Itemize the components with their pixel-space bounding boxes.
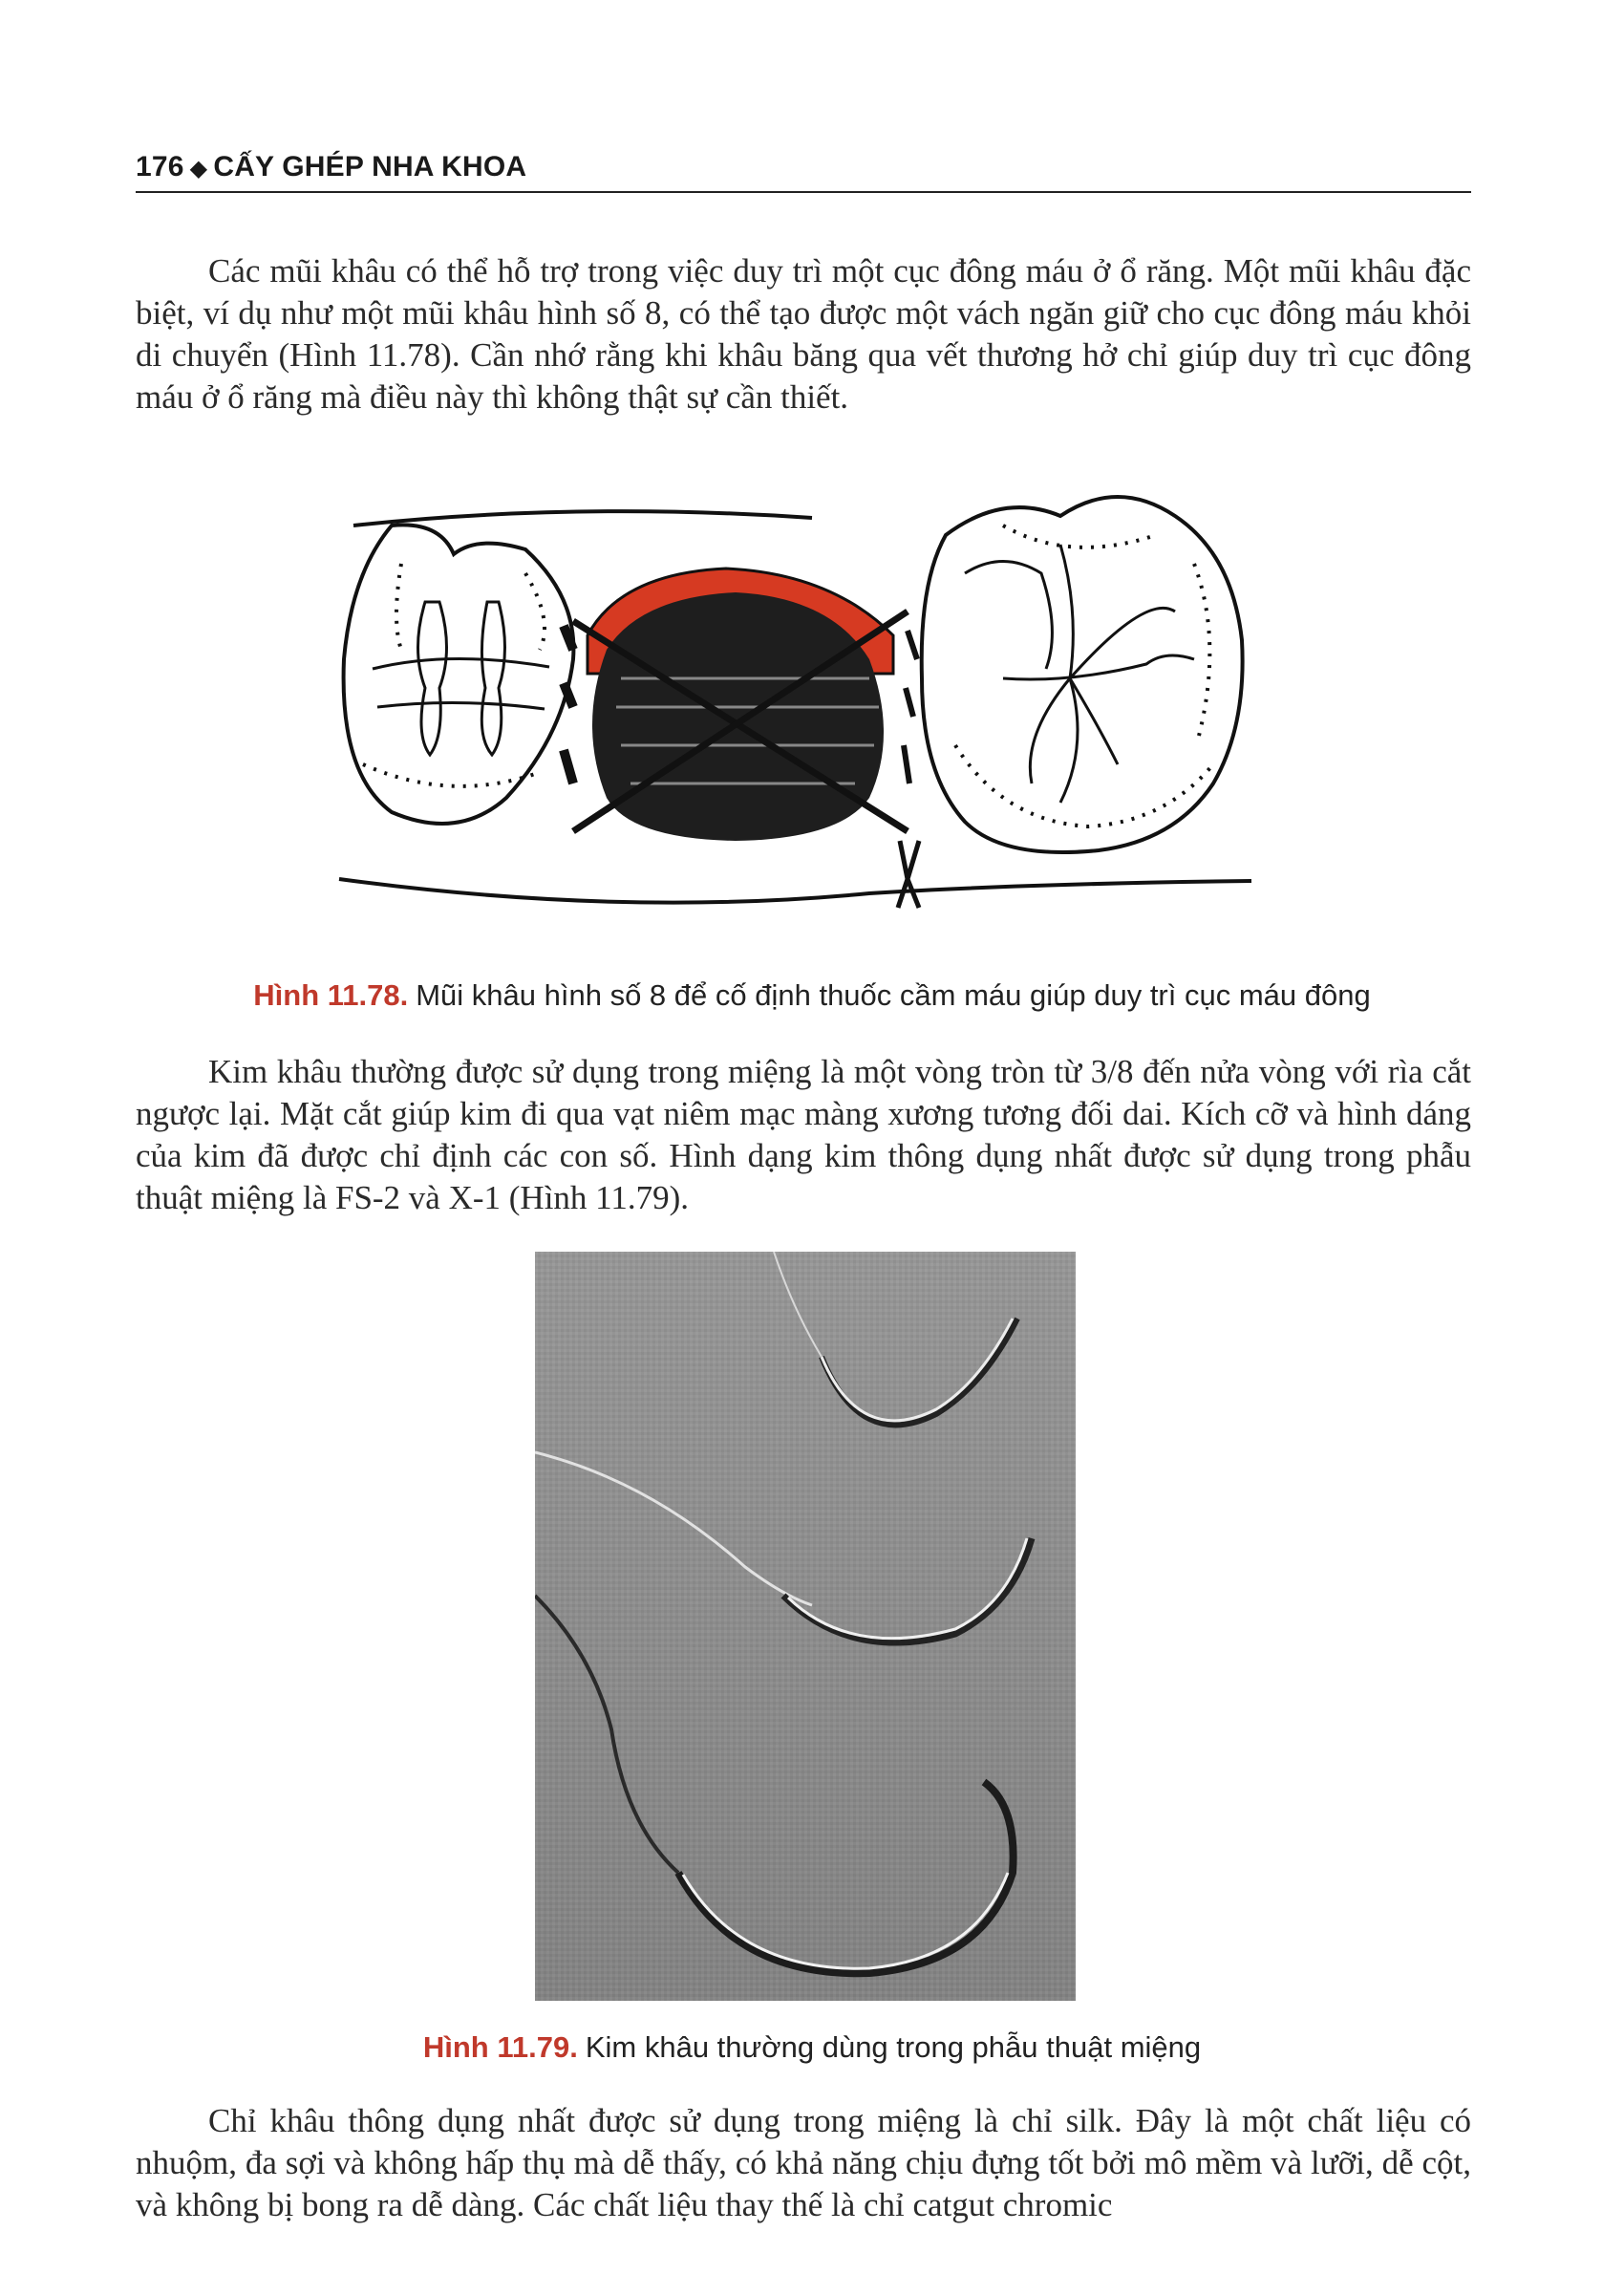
figure-11-79-photo: [535, 1252, 1076, 2001]
paragraph-3: Chỉ khâu thông dụng nhất được sử dụng trong miệng là chỉ silk. Đây là một chất liệu có nhuộm, đa sợi và không hấp thụ mà dễ thấy, có khả năng chịu đựng tốt bởi mô mềm và lưỡi, dễ cột, và không bị bong ra dễ dàng. Các chất liệu thay thế là chỉ catgut chromic: [136, 2102, 1471, 2223]
right-molar: [922, 497, 1243, 852]
socket-hemostatic-plug: [564, 569, 919, 908]
page-number: 176: [136, 151, 184, 182]
figure-11-78-text: Mũi khâu hình số 8 để cố định thuốc cầm máu giúp duy trì cục máu đông: [416, 978, 1371, 1012]
figure-11-79-caption: [0, 2030, 1624, 2065]
figure-11-79-text: Kim khâu thường dùng trong phẫu thuật miệng: [585, 2030, 1202, 2064]
paragraph-1: Các mũi khâu có thể hỗ trợ trong việc duy trì một cục đông máu ở ổ răng. Một mũi khâu đặc biệt, ví dụ như một mũi khâu hình số 8, có thể tạo được một vách ngăn giữ cho cục đông máu khỏi di chuyển (Hình 11.78). Cần nhớ rằng khi khâu băng qua vết thương hở chỉ giúp duy trì cục đông máu ở ổ răng mà điều này thì không thật sự cần thiết.: [136, 252, 1471, 416]
paragraph-2: Kim khâu thường được sử dụng trong miệng là một vòng tròn từ 3/8 đến nửa vòng với rìa cắt ngược lại. Mặt cắt giúp kim đi qua vạt niêm mạc màng xương tương đối dai. Kích cỡ và hình dáng của kim đã được chỉ định các con số. Hình dạng kim thông dụng nhất được sử dụng trong phẫu thuật miệng là FS-2 và X-1 (Hình 11.79).: [136, 1053, 1471, 1216]
header-text: [136, 151, 526, 183]
upper-gum-line: [353, 511, 812, 526]
left-molar: [344, 525, 574, 824]
figure-11-78-drawing: [334, 459, 1271, 936]
figure-11-78-label: Hình 11.78.: [253, 978, 409, 1012]
diamond-bullet-icon: ◆: [189, 156, 208, 182]
figure-11-78-caption: [0, 978, 1624, 1013]
lower-gum-line: [339, 879, 1251, 903]
book-title: CẤY GHÉP NHA KHOA: [213, 151, 527, 182]
figure-11-79-label: Hình 11.79.: [422, 2030, 578, 2064]
running-header: [136, 143, 1471, 193]
